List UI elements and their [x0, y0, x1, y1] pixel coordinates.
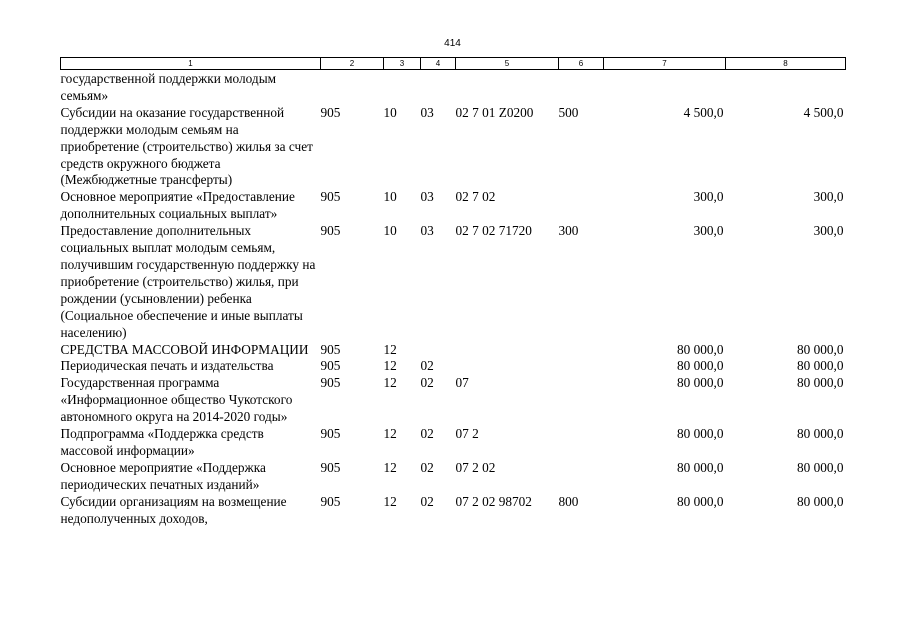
section-code: 12	[383, 341, 397, 357]
table-row	[61, 70, 846, 105]
ministry-code: 905	[320, 493, 341, 509]
column-header: 1	[61, 58, 321, 70]
expense-type	[559, 70, 604, 105]
table-row	[61, 223, 846, 341]
amount-year-2: 300,0	[813, 189, 844, 205]
column-header: 7	[604, 58, 726, 70]
expense-type	[559, 358, 604, 375]
target-article: 02 7 02 71720	[455, 223, 532, 239]
ministry-code: 905	[320, 104, 341, 120]
amount-year-1	[604, 70, 726, 105]
target-article: 07 2 02	[455, 459, 496, 475]
row-name: Субсидии на оказание государственной поддержки молодым семьям на приобретение (строительство) жилья за счет средств окружного бюджета (Межбюджетные трансферты)	[60, 104, 313, 188]
ministry-code: 905	[320, 189, 341, 205]
section-code: 10	[383, 189, 397, 205]
column-header: 5	[456, 58, 559, 70]
ministry-code: 905	[320, 358, 341, 374]
subsection-code: 02	[420, 493, 434, 509]
expense-type	[559, 460, 604, 494]
row-name: СРЕДСТВА МАССОВОЙ ИНФОРМАЦИИ	[60, 341, 309, 357]
amount-year-1: 300,0	[693, 189, 724, 205]
column-header: 2	[321, 58, 384, 70]
ministry-code: 905	[320, 341, 341, 357]
amount-year-1: 300,0	[693, 223, 724, 239]
section-code: 12	[383, 493, 397, 509]
subsection-code: 02	[420, 426, 434, 442]
column-header: 3	[384, 58, 421, 70]
table-row	[61, 189, 846, 223]
amount-year-1: 4 500,0	[683, 104, 724, 120]
target-article: 07 2 02 98702	[455, 493, 532, 509]
page-number: 414	[444, 38, 461, 49]
amount-year-1: 80 000,0	[676, 341, 724, 357]
row-name: Предоставление дополнительных социальных выплат молодым семьям, получившим государственную поддержку на приобретение (строительство) жилья, при рождении (усыновлении) ребенка (Социальное обеспечение и иные выплаты населению)	[60, 223, 316, 340]
ministry-code: 905	[320, 375, 341, 391]
amount-year-2: 80 000,0	[796, 358, 844, 374]
column-header: 4	[421, 58, 456, 70]
column-number-header	[61, 58, 846, 70]
section-code: 12	[383, 459, 397, 475]
subsection-code: 02	[420, 459, 434, 475]
ministry-code: 905	[320, 459, 341, 475]
column-header: 6	[559, 58, 604, 70]
row-name: Основное мероприятие «Поддержка периодических печатных изданий»	[60, 459, 266, 492]
subsection-code	[421, 342, 456, 359]
section-code: 12	[383, 375, 397, 391]
amount-year-1: 80 000,0	[676, 459, 724, 475]
section-code: 12	[383, 358, 397, 374]
target-article	[456, 358, 559, 375]
amount-year-1: 80 000,0	[676, 358, 724, 374]
section-code: 10	[383, 223, 397, 239]
ministry-code: 905	[320, 426, 341, 442]
amount-year-2	[726, 70, 846, 105]
expense-type	[559, 342, 604, 359]
amount-year-2: 4 500,0	[803, 104, 844, 120]
expense-type: 300	[558, 223, 579, 239]
expense-type	[559, 426, 604, 460]
subsection-code: 02	[420, 375, 434, 391]
subsection-code: 03	[420, 189, 434, 205]
target-article	[456, 70, 559, 105]
section-code: 10	[383, 104, 397, 120]
subsection-code	[421, 70, 456, 105]
amount-year-2: 80 000,0	[796, 493, 844, 509]
budget-table	[60, 57, 846, 527]
target-article: 07 2	[455, 426, 479, 442]
table-row	[61, 375, 846, 426]
row-name: Государственная программа «Информационное общество Чукотского автономного округа на 2014-2020 годы»	[60, 375, 293, 425]
column-header: 8	[726, 58, 846, 70]
section-code	[384, 70, 421, 105]
table-row	[61, 342, 846, 359]
amount-year-1: 80 000,0	[676, 426, 724, 442]
expense-type	[559, 189, 604, 223]
amount-year-2: 80 000,0	[796, 341, 844, 357]
table-row	[61, 426, 846, 460]
table-row	[61, 105, 846, 190]
row-name: Основное мероприятие «Предоставление дополнительных социальных выплат»	[60, 189, 295, 222]
amount-year-2: 80 000,0	[796, 375, 844, 391]
row-name: Субсидии организациям на возмещение недополученных доходов,	[60, 493, 287, 526]
subsection-code: 03	[420, 104, 434, 120]
subsection-code: 02	[420, 358, 434, 374]
ministry-code: 905	[320, 223, 341, 239]
row-name: Периодическая печать и издательства	[60, 358, 274, 374]
amount-year-2: 80 000,0	[796, 426, 844, 442]
expense-type	[559, 375, 604, 426]
table-row	[61, 358, 846, 375]
section-code: 12	[383, 426, 397, 442]
amount-year-1: 80 000,0	[676, 493, 724, 509]
expense-type: 800	[558, 493, 579, 509]
target-article: 02 7 02	[455, 189, 496, 205]
amount-year-2: 80 000,0	[796, 459, 844, 475]
table-row	[61, 494, 846, 528]
amount-year-1: 80 000,0	[676, 375, 724, 391]
amount-year-2: 300,0	[813, 223, 844, 239]
subsection-code: 03	[420, 223, 434, 239]
table-row	[61, 460, 846, 494]
row-name: государственной поддержки молодым семьям»	[60, 71, 277, 103]
target-article: 02 7 01 Z0200	[455, 104, 534, 120]
target-article: 07	[455, 375, 469, 391]
expense-type: 500	[558, 104, 579, 120]
row-name: Подпрограмма «Поддержка средств массовой информации»	[60, 426, 264, 458]
ministry-code	[321, 70, 384, 105]
target-article	[456, 342, 559, 359]
